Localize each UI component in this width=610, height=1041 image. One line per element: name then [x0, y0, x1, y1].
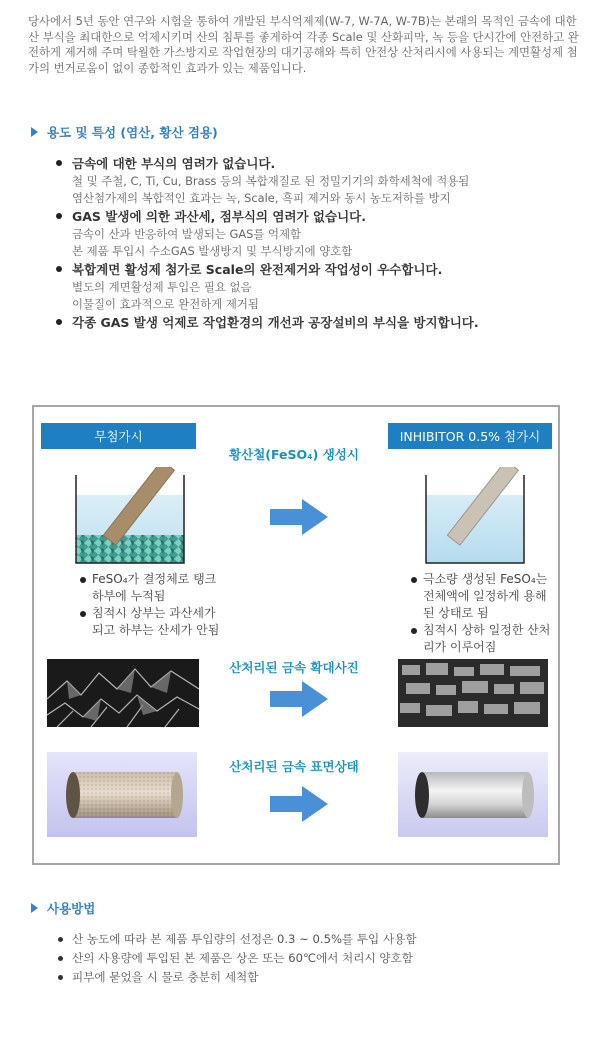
intro-paragraph: 당사에서 5년 동안 연구와 시험을 통하여 개발된 부식억제제(W-7, W-7A, W-7B)는 본래의 목적인 금속에 대한 산 부식을 최대한으로 억제시키며 산의 침투를 좋게하여 각종 Scale 및 산화피막, 녹 등을 단시간에 안전하고 완전하게 제거해 주며 탁월한 가스방지로 작업현장의 대기공해와 특히 안전상 산처리시에 사용되는 계면활성제 첨가의 번거로움이 없이 종합적인 효과가 있는 제품입니다. [28, 14, 579, 75]
usage-section-title [31, 899, 95, 917]
comparison-panel [32, 405, 560, 865]
right-notes [409, 571, 557, 656]
bullet-icon [56, 319, 62, 325]
feature-head: GAS 발생에 의한 과산세, 점부식의 염려가 없습니다. [72, 209, 366, 224]
arrow-right-icon [270, 784, 330, 824]
usage-title-text: 사용방법 [47, 901, 96, 916]
bullet-icon [56, 213, 62, 219]
feature-item [56, 208, 596, 260]
usage-item: 산 농도에 따라 본 제품 투입량의 선정은 0.3 ~ 0.5%를 투입 사용함 [58, 930, 578, 949]
bullet-icon [56, 160, 62, 166]
bullet-icon [56, 266, 62, 272]
bullet-icon [58, 956, 63, 961]
arrow-right-icon [270, 497, 330, 537]
feature-sub: 별도의 계면활성제 투입은 필요 없음 [72, 280, 252, 294]
feature-sub: 철 및 주철, C, Ti, Cu, Brass 등의 복합재질로 된 정밀기기의 화학세척에 적용됨 [72, 174, 470, 188]
note-item: 침적시 상하 일정한 산처리가 이루어짐 [409, 622, 557, 656]
bullet-icon [58, 975, 63, 980]
note-item: 침적시 상부는 과산세가 되고 하부는 산세가 안됨 [78, 605, 228, 639]
feature-item [56, 261, 596, 313]
bullet-icon [58, 937, 63, 942]
micrograph-left-image [47, 659, 199, 727]
triangle-bullet-icon [31, 127, 38, 137]
features-list [56, 155, 596, 333]
note-item: 극소량 생성된 FeSO₄는 전체액에 일정하게 용해된 상태로 됨 [409, 571, 557, 622]
feature-head: 복합계면 활성제 첨가로 Scale의 완전제거와 작업성이 우수합니다. [72, 262, 443, 277]
feature-sub: 본 제품 투입시 수소GAS 발생방지 및 부식방지에 양호함 [72, 244, 353, 258]
cylinder-left-image [47, 752, 197, 837]
usage-item: 피부에 묻었을 시 물로 충분히 세척함 [58, 968, 578, 987]
bullet-icon [80, 611, 86, 617]
feature-sub: 염산첨가제의 복합적인 효과는 녹, Scale, 흑피 제거와 동시 농도저하를 방지 [72, 191, 451, 205]
bullet-icon [411, 628, 417, 634]
feature-sub: 금속이 산과 반응하여 발생되는 GAS를 억제함 [72, 227, 302, 241]
features-title-text: 용도 및 특성 (염산, 황산 겸용) [47, 125, 218, 140]
usage-item: 산의 사용량에 투입된 본 제품은 상온 또는 60℃에서 처리시 양호함 [58, 949, 578, 968]
feature-head: 각종 GAS 발생 억제로 작업환경의 개선과 공장설비의 부식을 방지합니다. [72, 315, 479, 330]
note-item: FeSO₄가 결정체로 탱크 하부에 누적됨 [78, 571, 228, 605]
micrograph-right-image [398, 659, 548, 727]
label-feso4: 황산철(FeSO₄) 생성시 [229, 447, 359, 462]
usage-list [58, 930, 578, 987]
feature-head: 금속에 대한 부식의 염려가 없습니다. [72, 156, 276, 171]
feature-item [56, 155, 596, 207]
right-header: INHIBITOR 0.5% 첨가시 [388, 423, 552, 449]
feature-sub: 이물질이 효과적으로 완전하게 제거됨 [72, 297, 259, 311]
cylinder-right-image [398, 752, 548, 837]
label-surface: 산처리된 금속 표면상태 [229, 759, 359, 774]
bullet-icon [80, 577, 86, 583]
bullet-icon [411, 577, 417, 583]
beaker-left-illustration [74, 467, 194, 567]
arrow-right-icon [270, 679, 330, 719]
features-section-title [31, 123, 218, 141]
label-magnified: 산처리된 금속 확대사진 [229, 660, 359, 675]
left-header: 무첨가시 [41, 423, 196, 449]
beaker-right-illustration [424, 467, 534, 567]
triangle-bullet-icon [31, 903, 38, 913]
feature-item [56, 314, 596, 332]
left-notes [78, 571, 228, 639]
